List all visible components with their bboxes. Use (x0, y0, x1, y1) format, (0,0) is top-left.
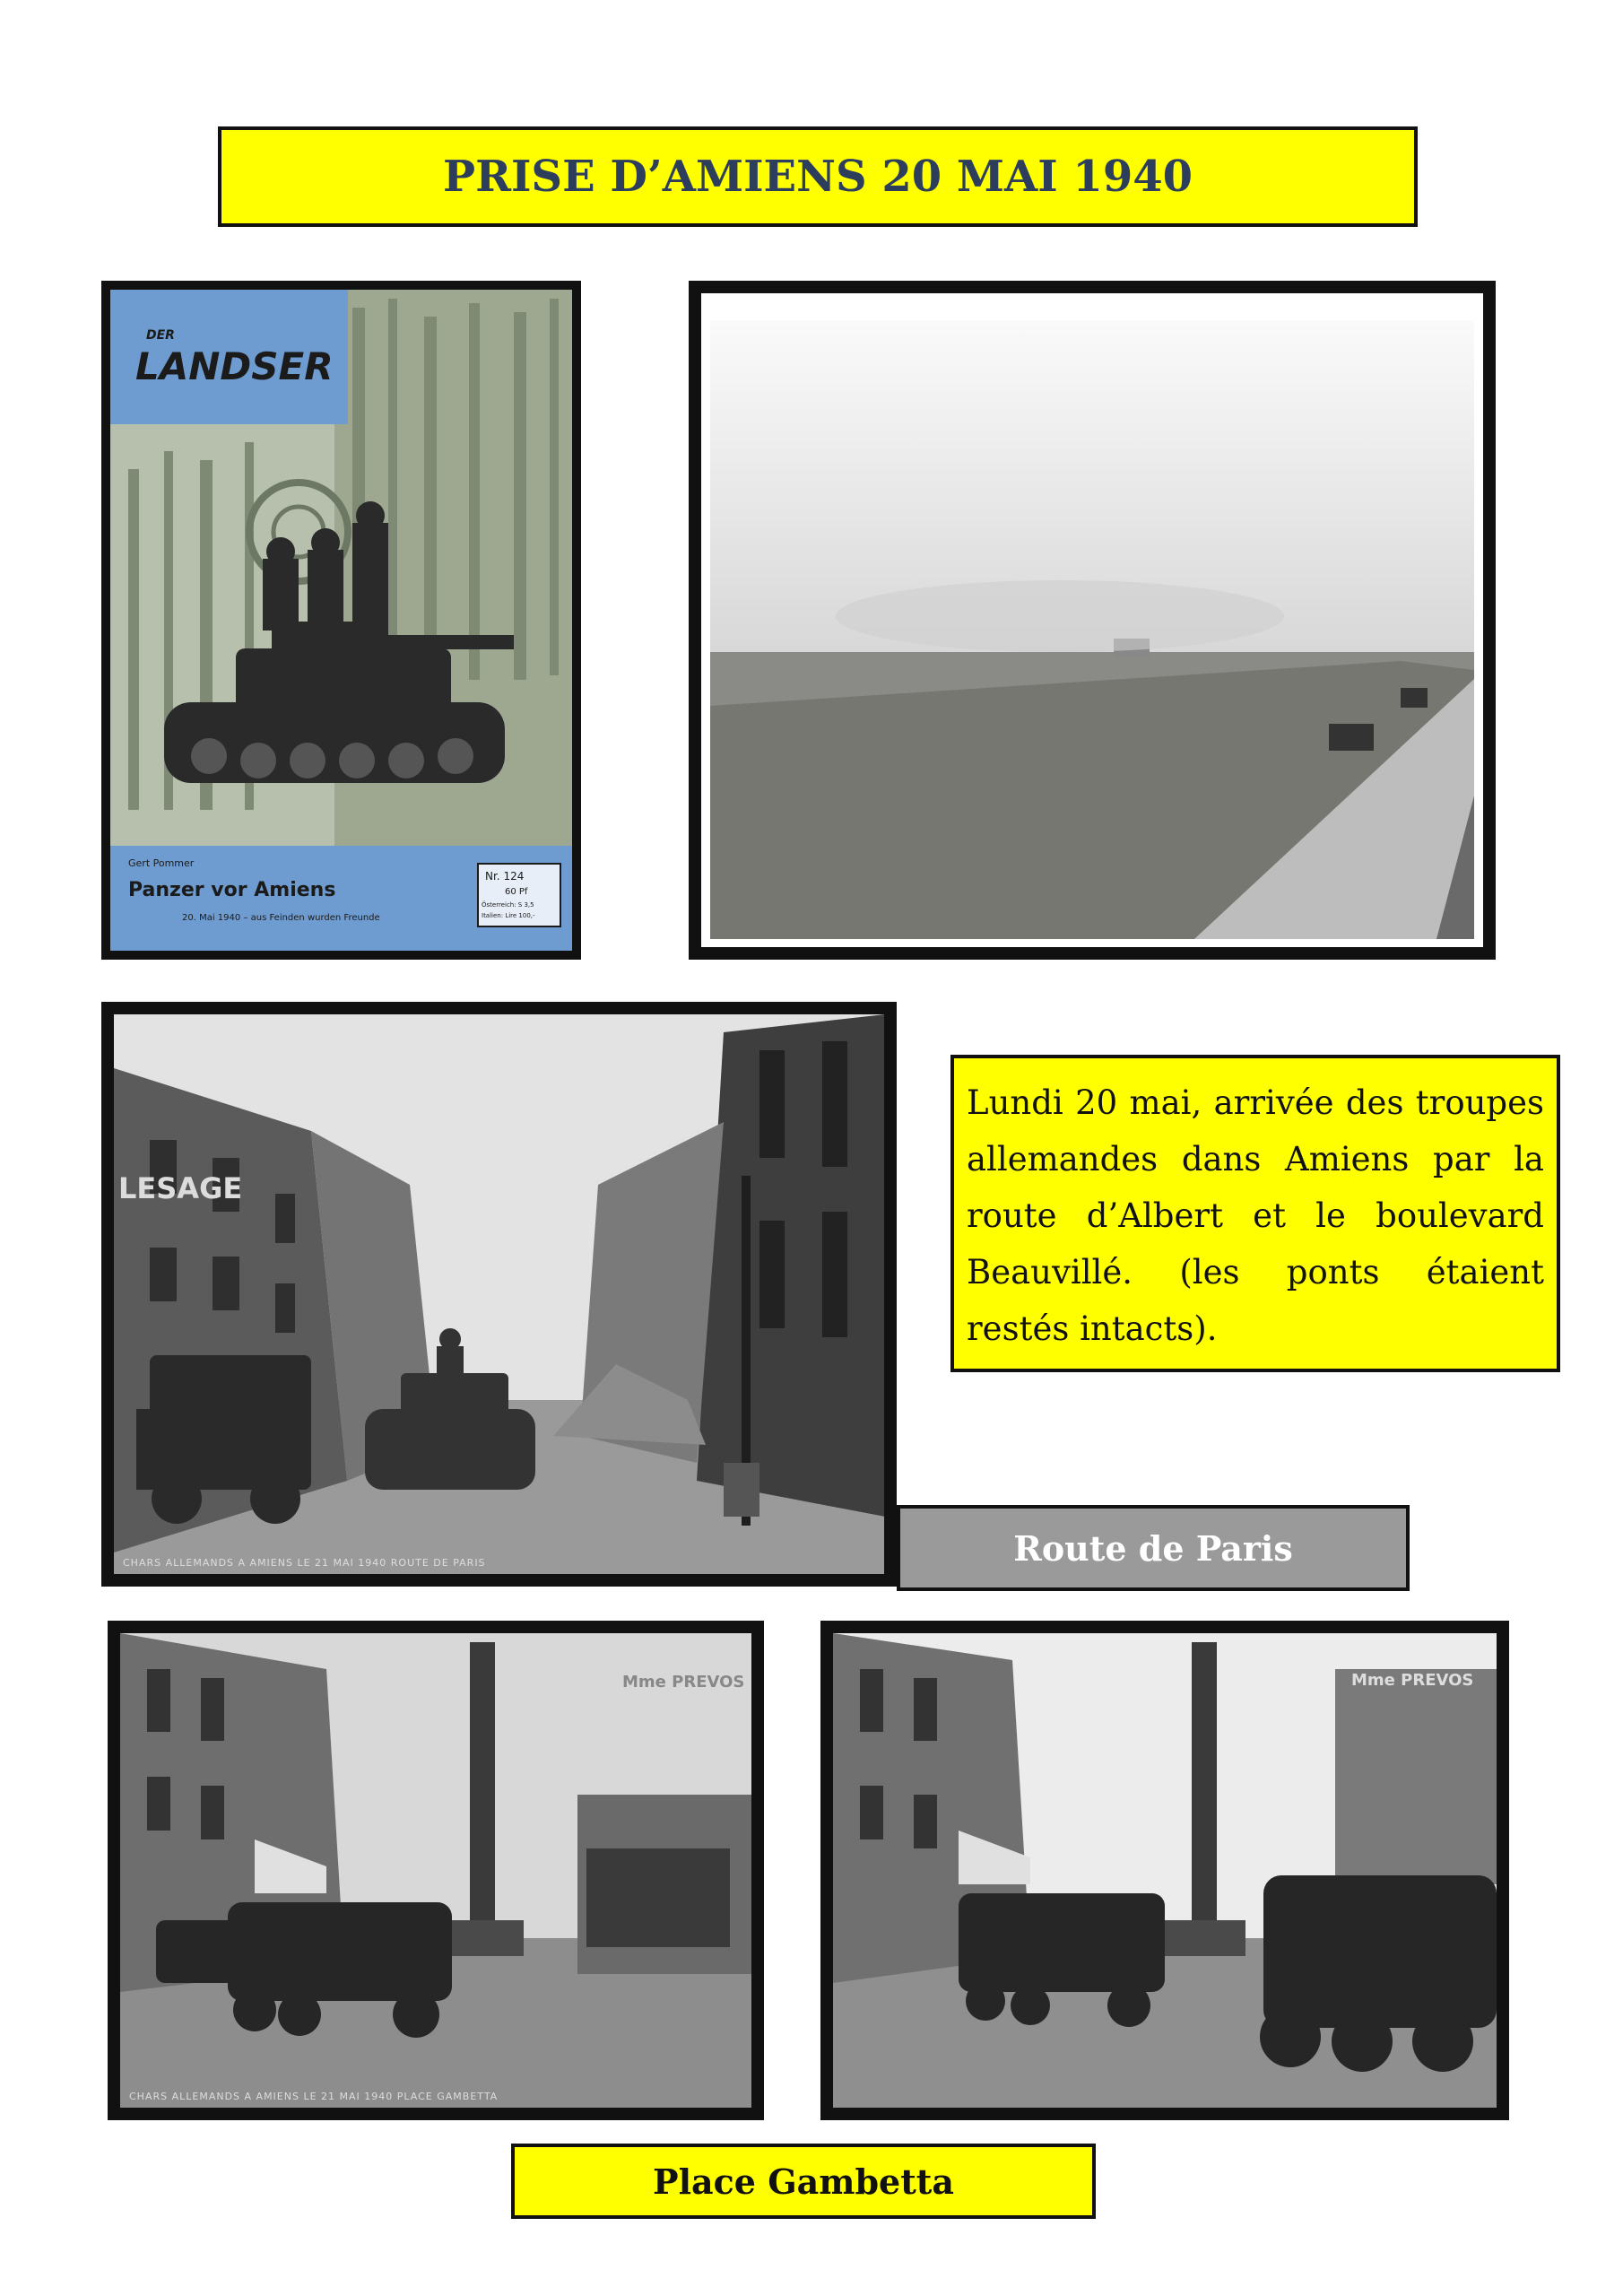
magazine-price-extra-1: Österreich: S 3,5 (482, 901, 534, 909)
convoy-road-photo (689, 281, 1496, 960)
magazine-headline: Panzer vor Amiens (128, 879, 336, 901)
magazine-issue: Nr. 124 (485, 870, 525, 883)
route-paris-photo-caption: CHARS ALLEMANDS A AMIENS LE 21 MAI 1940 ROUTE DE PARIS (123, 1557, 486, 1569)
magazine-subline: 20. Mai 1940 – aus Feinden wurden Freunde (182, 913, 380, 923)
magazine-price: 60 Pf (505, 887, 528, 897)
magazine-author: Gert Pommer (128, 857, 195, 869)
description-text: Lundi 20 mai, arrivée des troupes allemandes dans Amiens par la route d’Albert et le boulevard Beauvillé. (les ponts étaient restés intacts). (967, 1083, 1544, 1348)
place-gambetta-image-1 (120, 1633, 751, 2108)
gambetta-photo-caption: CHARS ALLEMANDS A AMIENS LE 21 MAI 1940 PLACE GAMBETTA (129, 2091, 499, 2102)
route-de-paris-label: Route de Paris (897, 1505, 1410, 1591)
magazine-cover-illustration (110, 290, 572, 951)
place-gambetta-label: Place Gambetta (511, 2144, 1096, 2219)
description-box (950, 1055, 1560, 1372)
magazine-cover-photo (101, 281, 581, 960)
gambetta-shop-sign-1: Mme PREVOS (622, 1673, 745, 1692)
gambetta-shop-sign-2: Mme PREVOS (1351, 1671, 1474, 1690)
magazine-brand-small: DER (146, 328, 175, 343)
route-de-paris-photo (101, 1002, 897, 1587)
magazine-price-extra-2: Italien: Lire 100,- (482, 912, 535, 919)
shop-sign-text: LESAGE (118, 1171, 243, 1205)
place-gambetta-image-2 (833, 1633, 1497, 2108)
place-gambetta-photo-1 (108, 1621, 764, 2120)
route-de-paris-image (114, 1014, 884, 1574)
convoy-road-image (701, 293, 1483, 947)
place-gambetta-photo-2 (820, 1621, 1509, 2120)
magazine-brand: LANDSER (135, 344, 334, 388)
page-title: PRISE D’AMIENS 20 MAI 1940 (218, 126, 1418, 227)
